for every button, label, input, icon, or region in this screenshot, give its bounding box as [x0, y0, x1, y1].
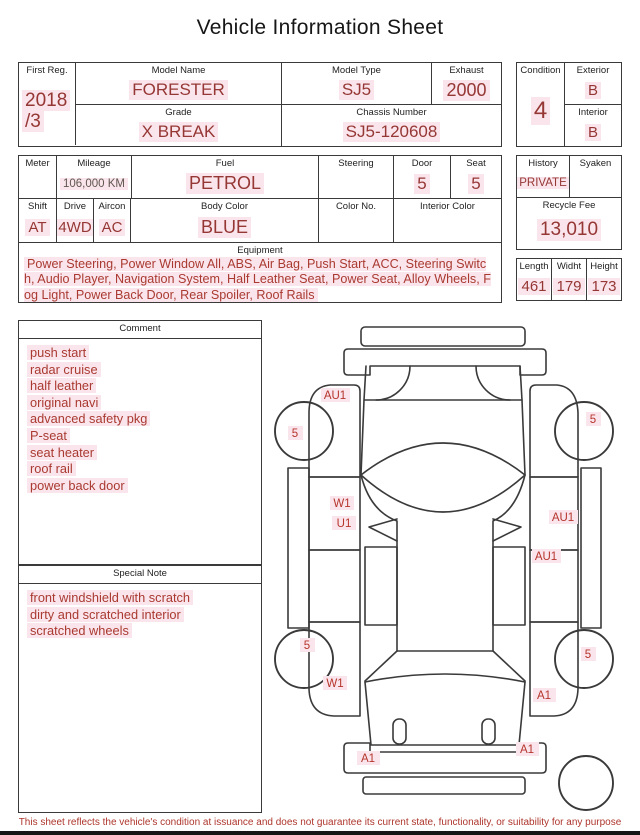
comment-line: power back door [27, 478, 253, 495]
fuel-value: PETROL [132, 169, 318, 198]
color-no-cell: Color No. [319, 199, 394, 243]
equipment-text: Power Steering, Power Window All, ABS, Air Bag, Push Start, ACC, Steering Switch, Audio Player, Navigation System, Half Leather Seat, Power Seat, Alloy Wheels, Fog Light, Power Back Door, Rear Spoiler, Roof Rails [24, 257, 491, 302]
front-right-wheel [555, 402, 613, 460]
special-note-line: scratched wheels [27, 623, 253, 640]
damage-mark: 5 [589, 414, 597, 426]
recycle-fee-value: 13,010 [517, 211, 621, 249]
mirror-left [369, 519, 397, 541]
damage-mark: 5 [584, 649, 592, 661]
drive-value: 4WD [57, 212, 93, 242]
left-rear-door [309, 550, 360, 622]
comment-lines [19, 339, 261, 500]
equipment-label: Equipment [237, 245, 283, 256]
damage-mark: 5 [303, 640, 311, 652]
damage-mark: A1 [519, 744, 535, 756]
comment-line: radar cruise [27, 362, 253, 379]
length-value: 461 [517, 272, 551, 300]
condition-cell: Condition 4 [517, 63, 565, 146]
model-name-value: FORESTER [76, 76, 281, 104]
condition-panel [516, 62, 622, 147]
hood-arc-left [376, 366, 410, 400]
page-title: Vehicle Information Sheet [196, 16, 444, 39]
hood-arc-right [476, 366, 510, 400]
interior-cell: Interior B [565, 105, 621, 146]
comment-box [18, 320, 262, 565]
special-note-line: front windshield with scratch [27, 590, 253, 607]
special-note-line: dirty and scratched interior [27, 607, 253, 624]
damage-mark: W1 [326, 678, 344, 690]
comment-label: Comment [19, 321, 261, 339]
aircon-cell: Aircon AC [94, 199, 131, 243]
interior-color-cell: Interior Color [394, 199, 501, 243]
comment-line: seat heater [27, 445, 253, 462]
exterior-cell: Exterior B [565, 63, 621, 105]
condition-value: 4 [517, 76, 564, 146]
body-color-cell: Body Color BLUE [131, 199, 319, 243]
special-note-box [18, 565, 262, 813]
syaken-cell: Syaken [570, 156, 621, 198]
length-cell: Length 461 [517, 259, 552, 300]
door-value: 5 [394, 169, 450, 198]
shift-cell: Shift AT [19, 199, 57, 243]
tail-lamp-left [393, 719, 406, 744]
damage-mark: AU1 [551, 512, 575, 524]
bottom-border-bar [0, 831, 640, 835]
comment-line: half leather [27, 378, 253, 395]
damage-marks [288, 388, 601, 765]
model-type-value: SJ5 [282, 76, 431, 104]
rear-window-bottom [365, 674, 525, 682]
model-type-cell: Model Type SJ5 [282, 63, 432, 105]
exterior-value: B [565, 76, 621, 104]
fuel-cell: Fuel PETROL [132, 156, 319, 199]
grade-cell: Grade X BREAK [76, 105, 282, 146]
dimensions-panel [516, 258, 622, 301]
width-cell: Widht 179 [552, 259, 587, 300]
damage-mark: A1 [536, 690, 552, 702]
comment-line: advanced safety pkg [27, 411, 253, 428]
first-reg-value: 2018 /3 [19, 76, 75, 145]
comment-line: roof rail [27, 461, 253, 478]
height-value: 173 [587, 272, 621, 300]
syaken-value [570, 169, 621, 197]
meter-cell: Meter [19, 156, 57, 199]
equipment-section [19, 243, 501, 302]
comment-line: P-seat [27, 428, 253, 445]
special-note-label: Special Note [19, 566, 261, 584]
tail-lamp-right [482, 719, 495, 744]
left-sill [288, 468, 309, 628]
interior-value: B [565, 118, 621, 146]
exhaust-value: 2000 [432, 76, 501, 104]
recycle-fee-cell: Recycle Fee 13,010 [517, 198, 621, 249]
tailgate [365, 682, 525, 745]
history-panel [516, 155, 622, 250]
right-front-fender [530, 385, 578, 477]
front-bumper [344, 349, 546, 375]
seat-cell: Seat 5 [451, 156, 501, 199]
c-pillar-right [493, 651, 525, 681]
front-left-wheel [275, 402, 333, 460]
damage-diagram [268, 315, 640, 815]
c-pillar-left [365, 651, 397, 681]
damage-mark: U1 [336, 518, 352, 530]
first-reg-label: First Reg. [26, 65, 68, 76]
left-front-door [309, 477, 360, 550]
side-glass-left [365, 547, 397, 625]
footer-disclaimer: This sheet reflects the vehicle's condition at issuance and does not guarantee its current state, functionality, or suitability for any purpose [18, 817, 622, 828]
comment-line: original navi [27, 395, 253, 412]
chassis-number-value: SJ5-120608 [282, 118, 501, 146]
seat-value: 5 [451, 169, 501, 198]
height-cell: Height 173 [587, 259, 621, 300]
hood [364, 366, 522, 400]
color-no-value [319, 212, 393, 242]
left-rear-fender [309, 622, 360, 716]
aircon-value: AC [94, 212, 130, 242]
rear-strip [363, 777, 525, 794]
spare-wheel [559, 756, 613, 810]
meter-value [19, 169, 56, 198]
grade-value: X BREAK [76, 118, 281, 146]
steering-value [319, 169, 393, 198]
chassis-number-cell: Chassis Number SJ5-120608 [282, 105, 501, 146]
mileage-value: 106,000 KM [57, 169, 131, 198]
damage-mark: AU1 [323, 390, 347, 402]
specs-table [18, 155, 502, 303]
exhaust-cell: Exhaust 2000 [432, 63, 501, 105]
right-sill [581, 468, 601, 628]
front-strip [361, 327, 525, 346]
mileage-cell: Mileage 106,000 KM [57, 156, 132, 199]
interior-color-value [394, 212, 501, 242]
history-cell: History PRIVATE [517, 156, 570, 198]
shift-value: AT [19, 212, 56, 242]
steering-cell: Steering [319, 156, 394, 199]
damage-mark: 5 [291, 428, 299, 440]
history-value: PRIVATE [517, 169, 569, 197]
mirror-right [493, 519, 521, 541]
damage-mark: A1 [360, 753, 376, 765]
model-name-cell: Model Name FORESTER [76, 63, 282, 105]
damage-mark: W1 [333, 498, 351, 510]
first-reg-cell [19, 63, 76, 145]
a-pillar-right [522, 400, 525, 475]
a-pillar-left [361, 400, 364, 475]
drive-cell: Drive 4WD [57, 199, 94, 243]
comment-line: push start [27, 345, 253, 362]
width-value: 179 [552, 272, 586, 300]
special-note-lines [19, 584, 261, 646]
windshield [361, 443, 525, 512]
side-glass-right [493, 547, 525, 625]
damage-mark: AU1 [534, 551, 558, 563]
registration-table [18, 62, 502, 147]
body-color-value: BLUE [131, 212, 318, 242]
door-cell: Door 5 [394, 156, 451, 199]
